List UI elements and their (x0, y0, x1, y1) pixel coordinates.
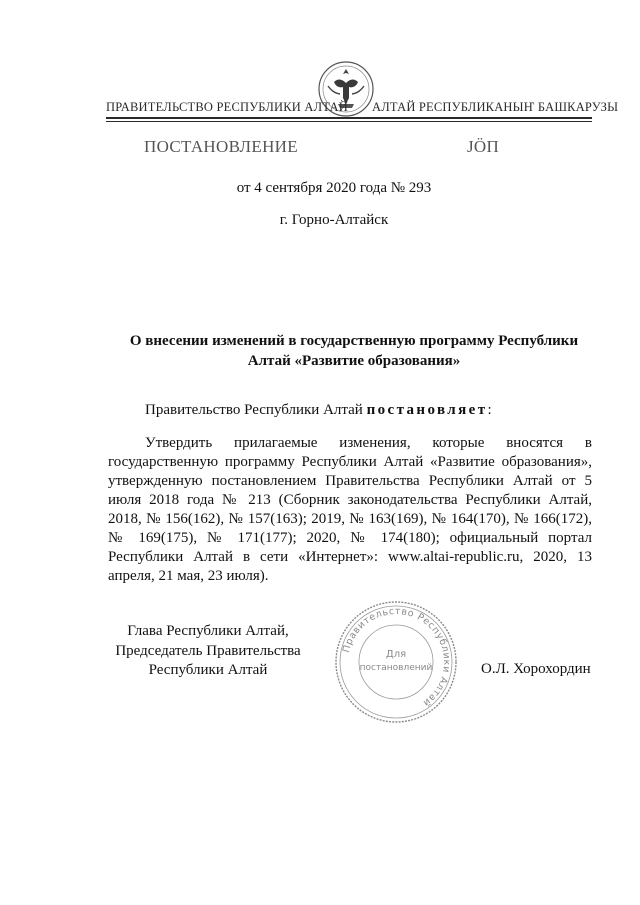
stamp-center-line-1: Для (385, 649, 407, 660)
resolution-preamble (145, 402, 492, 419)
document-date-number: от 4 сентября 2020 года № 293 (236, 180, 432, 196)
stamp-outer-ring (336, 602, 456, 722)
document-type-altai: JӦП (467, 137, 500, 156)
resolution-preamble-prefix: Правительство Республики Алтай (145, 402, 367, 418)
signer-name: О.Л. Хорохордин (481, 661, 591, 677)
signer-title-line-1: Глава Республики Алтай, (127, 623, 289, 639)
resolution-preamble-suffix: : (487, 402, 492, 418)
header-rule-thick (106, 117, 592, 119)
signer-title-line-3: Республики Алтай (148, 662, 268, 678)
document-title: О внесении изменений в государственную программу Республики Алтай «Развитие образования» (129, 333, 579, 369)
stamp-ring-text: Правительство Республики Алтай (340, 605, 453, 709)
document-city: г. Горно-Алтайск (279, 212, 389, 228)
document-type-russian: ПОСТАНОВЛЕНИЕ (144, 137, 298, 156)
stamp-center-line-2: постановлений (359, 663, 433, 673)
organization-name-russian: ПРАВИТЕЛЬСТВО РЕСПУБЛИКИ АЛТАЙ (106, 100, 348, 114)
header-rule-thin (106, 121, 592, 122)
signer-block (104, 622, 312, 681)
resolution-body: Утвердить прилагаемые изменения, которые вносятся в государственную программу Республики Алтай «Развитие образования», утвержденную постановлением Правительства Республики Алтай от 5 июля 2018 года № 213 (Сборник законодательства Республики Алтай, 2018, № 156(162), № 157(163); 2019, № 163(169), № 164(170), № 166(172), № 169(175), № 171(177); 2020, № 174(180); официальный портал Республики Алтай в сети «Интернет»: www.altai-republic.ru, 2020, 13 апреля, 21 мая, 23 июля). (108, 435, 592, 584)
official-stamp (333, 599, 459, 725)
resolution-preamble-verb: постановляет (366, 402, 488, 418)
signer-title-line-2: Председатель Правительства (115, 642, 301, 659)
organization-name-altai: АЛТАЙ РЕСПУБЛИКАНЫҤ БАШКАРУЗЫ (372, 100, 619, 114)
stamp-center-ring (359, 625, 433, 699)
